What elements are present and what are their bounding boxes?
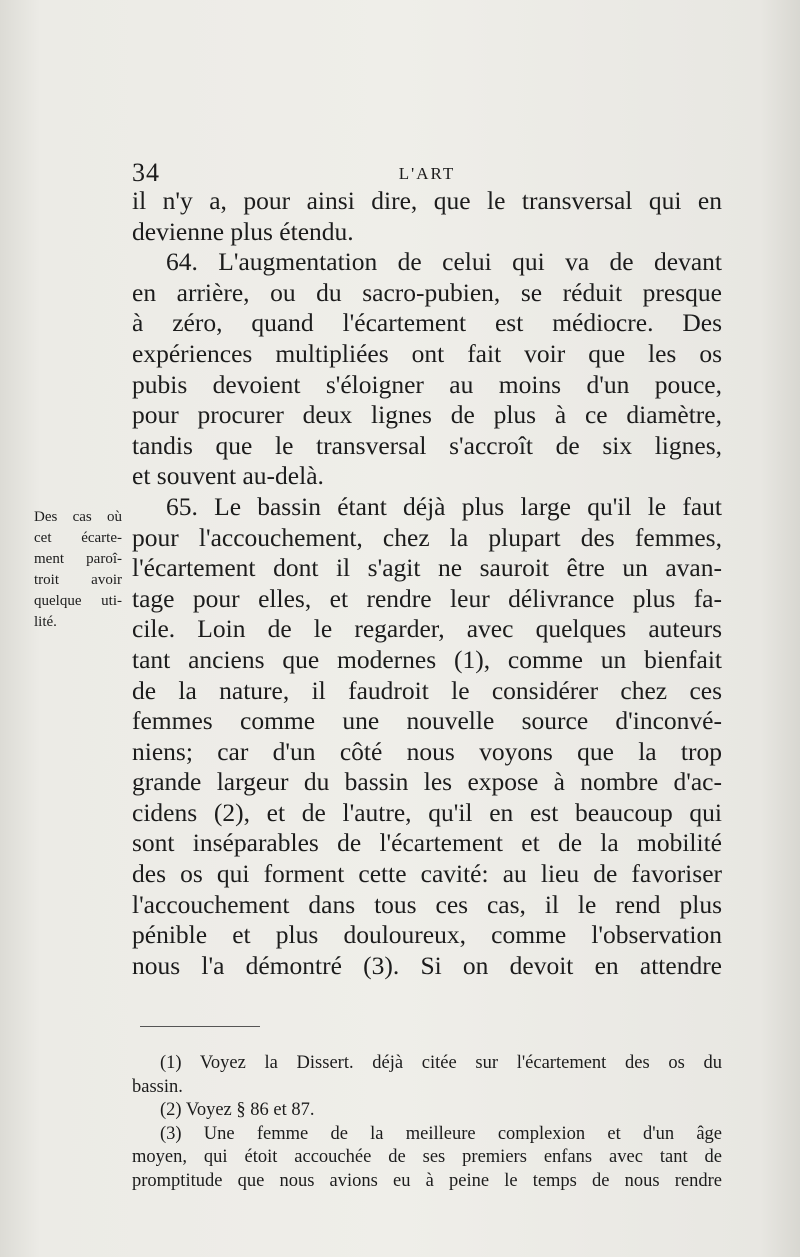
footnote-line: bassin. [132,1076,183,1097]
margin-note-line: lité. [34,614,57,630]
margin-note-line: ment paroî- [34,551,122,567]
paragraph-65-start: 65. Le bassin étant déjà plus large qu'il le faut [166,491,722,521]
body-line: pour l'accouchement, chez la plupart des femmes, [132,522,722,552]
footnotes [132,1052,722,1193]
body-line: expériences multipliées ont fait voir que les os [132,338,722,368]
body-line: l'écartement dont il s'agit ne sauroit être un avan- [132,553,722,583]
margin-note-line: cet écarte- [34,530,122,546]
margin-note-line: quelque uti- [34,593,122,609]
body-text [132,186,722,981]
body-line: grande largeur du bassin les expose à nombre d'ac- [132,767,722,797]
body-line: des os qui forment cette cavité: au lieu de favoriser [132,859,722,889]
footnote-divider [140,1026,260,1027]
body-line: pénible et plus douloureux, comme l'observation [132,920,722,950]
footnote-2: (2) Voyez § 86 et 87. [160,1100,315,1120]
body-line: pour procurer deux lignes de plus à ce diamètre, [132,400,722,430]
body-line: cidens (2), et de l'autre, qu'il en est beaucoup qui [132,797,722,827]
body-line: femmes comme une nouvelle source d'inconvé- [132,706,722,736]
paragraph-64-start: 64. L'augmentation de celui qui va de devant [166,247,722,277]
footnote-line: promptitude que nous avions eu à peine le temps de nous rendre [132,1170,722,1191]
body-line: il n'y a, pour ainsi dire, que le transversal qui en [132,186,722,215]
footnote-1: (1) Voyez la Dissert. déjà citée sur l'écartement des os du [160,1053,722,1073]
body-line: en arrière, ou du sacro-pubien, se réduit presque [132,277,722,307]
body-line: sont inséparables de l'écartement et de la mobilité [132,828,722,858]
footnote-3: (3) Une femme de la meilleure complexion et d'un âge [160,1123,722,1144]
body-line: tant anciens que modernes (1), comme un bienfait [132,644,722,674]
margin-note [34,507,122,633]
body-line: de la nature, il faudroit le considérer chez ces [132,675,722,705]
body-line: niens; car d'un côté nous voyons que la trop [132,736,722,766]
body-line: cile. Loin de le regarder, avec quelques auteurs [132,614,722,644]
body-line: et souvent au-delà. [132,461,324,491]
running-head: L'ART [398,164,456,183]
body-line: nous l'a démontré (3). Si on devoit en attendre [132,950,722,980]
body-line: à zéro, quand l'écartement est médiocre. Des [132,308,722,338]
margin-note-line: troit avoir [34,572,122,588]
body-line: devienne plus étendu. [132,216,354,246]
body-line: l'accouchement dans tous ces cas, il le rend plus [132,889,722,919]
body-line: tandis que le transversal s'accroît de six lignes, [132,430,722,460]
page-number: 34 [132,158,160,187]
body-line: pubis devoient s'éloigner au moins d'un pouce, [132,369,722,399]
footnote-line: moyen, qui étoit accouchée de ses premiers enfans avec tant de [132,1147,722,1167]
margin-note-line: Des cas où [34,509,122,525]
body-line: tage pour elles, et rendre leur délivrance plus fa- [132,583,722,613]
